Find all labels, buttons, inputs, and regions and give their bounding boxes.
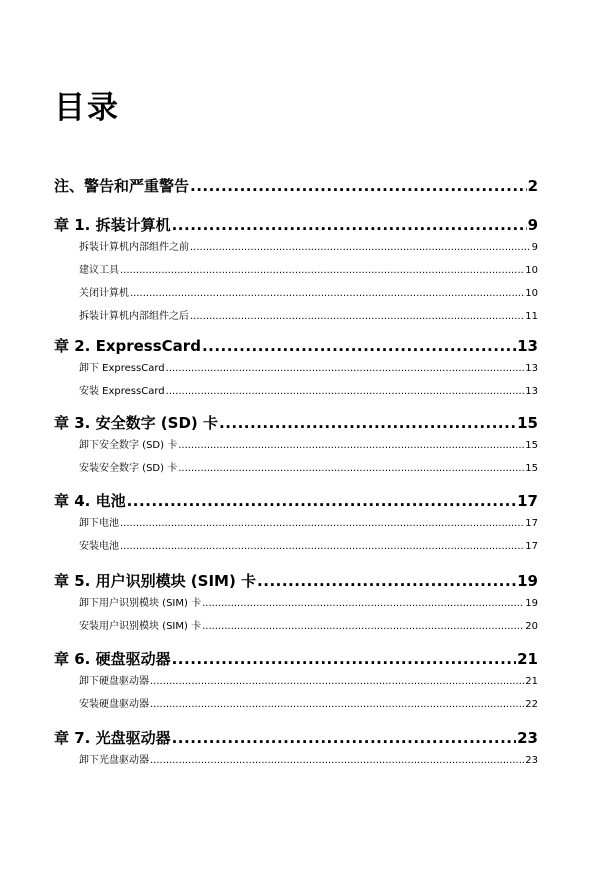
page-number: 11 <box>525 311 538 322</box>
dot-leader <box>150 753 524 768</box>
toc-chapter[interactable] <box>54 491 538 511</box>
toc-entry[interactable] <box>79 361 538 376</box>
page-number: 19 <box>525 598 538 609</box>
dot-leader <box>202 596 524 611</box>
toc-chapter-label: 章 2. ExpressCard <box>54 337 201 355</box>
toc-chapter-label: 注、警告和严重警告 <box>54 177 190 195</box>
toc-entry[interactable] <box>79 286 538 301</box>
toc-entry-label: 关闭计算机 <box>79 288 129 299</box>
dot-leader <box>120 516 524 531</box>
dot-leader <box>202 619 524 634</box>
toc-entry[interactable] <box>79 697 538 712</box>
page-title: 目录 <box>54 90 120 126</box>
toc-chapter-label: 章 3. 安全数字 (SD) 卡 <box>54 414 218 432</box>
page-number: 17 <box>525 541 538 552</box>
toc-chapter[interactable] <box>54 571 538 591</box>
page-number: 10 <box>525 288 538 299</box>
toc-entry[interactable] <box>79 619 538 634</box>
toc-entry-label: 拆装计算机内部组件之前 <box>79 242 189 253</box>
toc-entry-label: 建议工具 <box>79 265 119 276</box>
toc-entry[interactable] <box>79 240 538 255</box>
toc-entry-label: 安装安全数字 (SD) 卡 <box>79 463 178 474</box>
dot-leader <box>120 263 524 278</box>
dot-leader <box>172 215 527 235</box>
dot-leader <box>127 491 517 511</box>
toc-entry-label: 拆装计算机内部组件之后 <box>79 311 189 322</box>
toc-entry[interactable] <box>79 384 538 399</box>
dot-leader <box>150 697 524 712</box>
toc-entry[interactable] <box>79 516 538 531</box>
toc-entry[interactable] <box>79 753 538 768</box>
dot-leader <box>202 336 516 356</box>
dot-leader <box>172 728 517 748</box>
dot-leader <box>178 438 524 453</box>
dot-leader <box>190 240 531 255</box>
toc-entry[interactable] <box>79 263 538 278</box>
page-number: 23 <box>525 755 538 766</box>
toc-entry-label: 卸下 ExpressCard <box>79 363 165 374</box>
dot-leader <box>166 361 525 376</box>
toc-chapter[interactable] <box>54 176 538 196</box>
toc-chapter[interactable] <box>54 336 538 356</box>
page-number: 21 <box>517 650 538 668</box>
toc-entry-label: 卸下用户识别模块 (SIM) 卡 <box>79 598 202 609</box>
toc-entry-label: 卸下安全数字 (SD) 卡 <box>79 440 178 451</box>
toc-chapter-label: 章 7. 光盘驱动器 <box>54 729 171 747</box>
toc-entry-label: 卸下硬盘驱动器 <box>79 676 149 687</box>
page-number: 9 <box>527 216 538 234</box>
dot-leader <box>178 461 524 476</box>
page-number: 23 <box>517 729 538 747</box>
page-number: 19 <box>517 572 538 590</box>
toc-chapter-label: 章 1. 拆装计算机 <box>54 216 171 234</box>
toc-entry[interactable] <box>79 438 538 453</box>
dot-leader <box>130 286 524 301</box>
toc-entry-label: 卸下光盘驱动器 <box>79 755 149 766</box>
page-number: 15 <box>517 414 538 432</box>
page-number: 13 <box>525 363 538 374</box>
page-number: 22 <box>525 699 538 710</box>
dot-leader <box>150 674 524 689</box>
page-number: 13 <box>517 337 538 355</box>
page-number: 17 <box>525 518 538 529</box>
toc-entry-label: 安装 ExpressCard <box>79 386 165 397</box>
page-number: 15 <box>525 463 538 474</box>
toc-chapter-label: 章 6. 硬盘驱动器 <box>54 650 171 668</box>
page-number: 13 <box>525 386 538 397</box>
toc-entry[interactable] <box>79 309 538 324</box>
page-number: 17 <box>517 492 538 510</box>
toc-chapter[interactable] <box>54 728 538 748</box>
toc-entry[interactable] <box>79 596 538 611</box>
dot-leader <box>190 176 527 196</box>
toc-entry-label: 卸下电池 <box>79 518 119 529</box>
toc-entry-label: 安装硬盘驱动器 <box>79 699 149 710</box>
page-number: 2 <box>527 177 538 195</box>
dot-leader <box>120 539 524 554</box>
toc-chapter-label: 章 4. 电池 <box>54 492 126 510</box>
toc-entry-label: 安装用户识别模块 (SIM) 卡 <box>79 621 202 632</box>
page-number: 15 <box>525 440 538 451</box>
toc-entry[interactable] <box>79 539 538 554</box>
toc-entry[interactable] <box>79 461 538 476</box>
page-number: 21 <box>525 676 538 687</box>
page-number: 9 <box>531 242 538 253</box>
page-number: 10 <box>525 265 538 276</box>
dot-leader <box>166 384 525 399</box>
dot-leader <box>172 649 517 669</box>
toc-chapter[interactable] <box>54 413 538 433</box>
dot-leader <box>219 413 516 433</box>
dot-leader <box>257 571 516 591</box>
toc-chapter[interactable] <box>54 649 538 669</box>
toc-chapter[interactable] <box>54 215 538 235</box>
toc-chapter-label: 章 5. 用户识别模块 (SIM) 卡 <box>54 572 257 590</box>
toc-entry[interactable] <box>79 674 538 689</box>
page-number: 20 <box>525 621 538 632</box>
toc-entry-label: 安装电池 <box>79 541 119 552</box>
dot-leader <box>190 309 524 324</box>
